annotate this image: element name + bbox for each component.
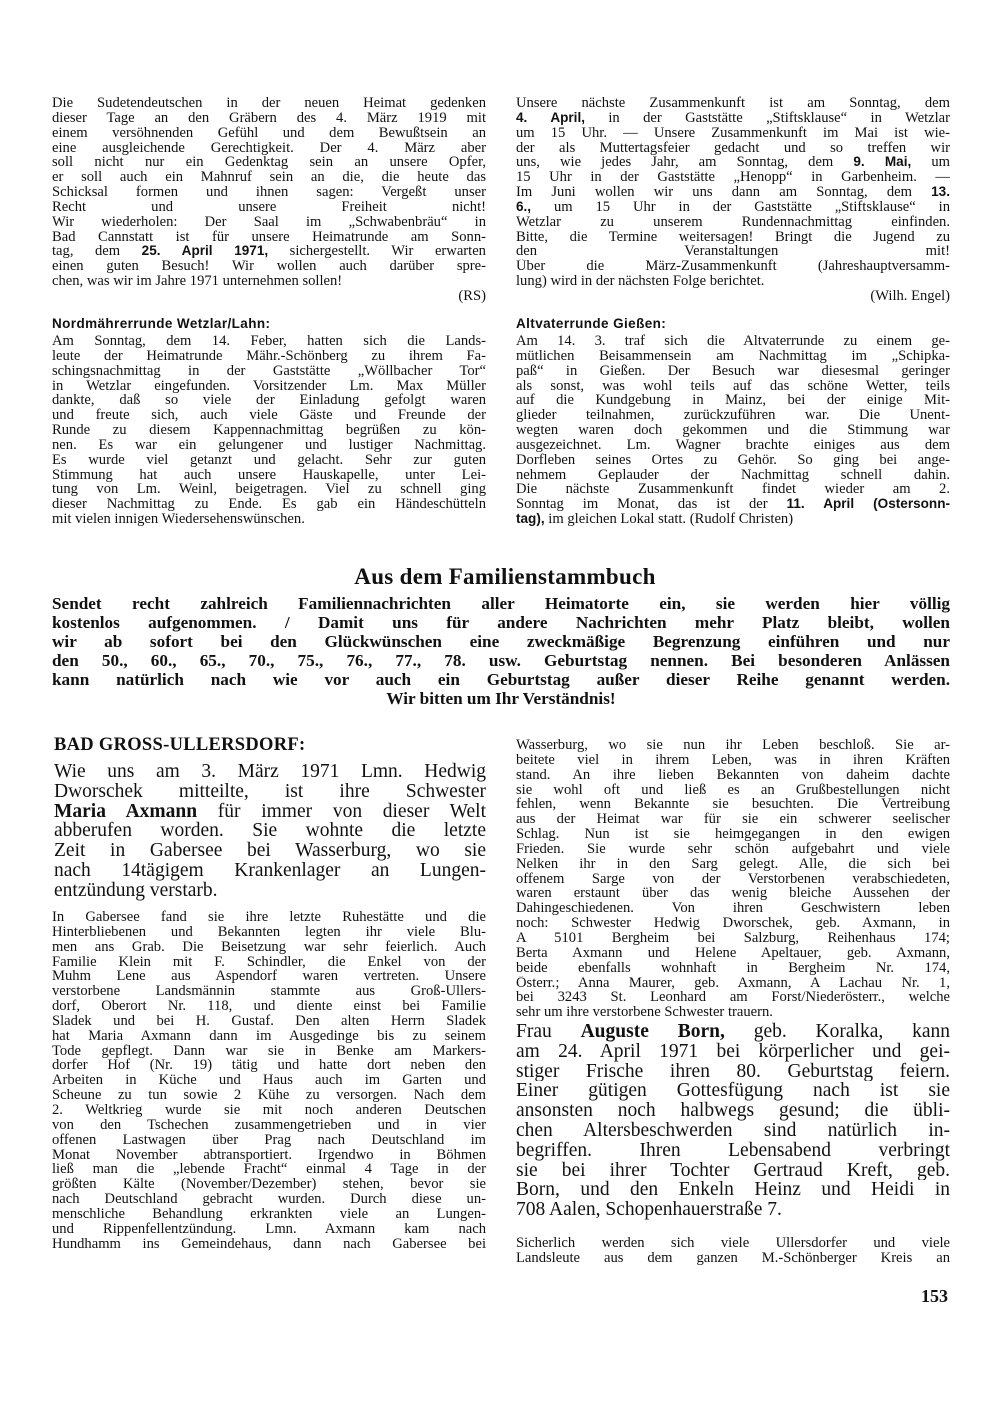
- text-line: mit vielen innigen Wiedersehenswünschen.: [52, 512, 305, 527]
- text-line: Wie uns am 3. März 1971 Lmn. Hedwig: [54, 762, 486, 782]
- text-line: [516, 200, 950, 215]
- text-segment: sichergestellt. Wir erwarten: [268, 244, 486, 260]
- text-line: 2. Weltkrieg wurde sie mit noch anderen Deutschen: [52, 1102, 486, 1118]
- section-intro: [52, 594, 950, 708]
- text-line: Scheune zu tun sowie 2 Kühe zu versorgen. Nach dem: [52, 1088, 486, 1103]
- text-line: dorf, Oberort Nr. 118, und diente einst bei Familie: [52, 999, 486, 1014]
- text-line: Sendet recht zahlreich Familiennachrichten aller Heimatorte ein, sie werden hier völlig: [52, 594, 950, 613]
- text-line: kostenlos aufgenommen. / Damit uns für andere Nachrichten mehr Platz bleibt, wollen: [52, 613, 950, 632]
- text-line: schingsnachmittag in der Gaststätte „Wöllbacher Tor“: [52, 363, 486, 379]
- text-line: Österr.; Anna Maurer, geb. Axmann, A Lachau Nr. 1,: [516, 975, 950, 991]
- text-line: sehr um ihre verstorbene Schwester trauern.: [516, 1005, 773, 1021]
- text-line: kann natürlich nach wie vor auch ein Geburtstag außer dieser Reihe genannt werden.: [52, 670, 950, 689]
- bold-text: 6.,: [516, 199, 532, 214]
- text-line: Frieden. Sie wurde sehr schön aufgebahrt und viele: [516, 841, 950, 857]
- text-line: nehmem Geplauder der Nachmittag schnell dahin.: [516, 467, 950, 483]
- text-line: wir ab sofort bei den Glückwünschen eine zweckmäßige Begrenzung einführen und nur: [52, 632, 950, 651]
- text-segment: für immer von dieser Welt: [197, 801, 486, 822]
- signature-engel: [516, 289, 950, 304]
- text-line: stand. An ihre lieben Bekannten von daheim dachte: [516, 767, 950, 783]
- text-line: hat Maria Axmann dann im Ausgedinge bis zu seinem: [52, 1028, 486, 1044]
- text-line: stiger Frische ihren 80. Geburtstag feiern.: [516, 1061, 950, 1082]
- text-line: Born, und den Enkeln Heinz und Heidi in: [516, 1180, 950, 1201]
- section-title: Aus dem Familienstammbuch: [354, 564, 656, 589]
- text-segment: tag, dem: [52, 244, 142, 260]
- heading-nordmaehrerrunde: Nordmährerrunde Wetzlar/Lahn:: [52, 316, 271, 331]
- text-line: und freute sich, auch viele Gäste und Freunde der: [52, 408, 486, 424]
- text-line: begriffen. Ihren Lebensabend verbringt: [516, 1140, 950, 1161]
- text-line: [516, 1022, 950, 1042]
- text-line: [516, 185, 950, 200]
- text-line: beide ebenfalls wohnhaft in Bergheim Nr. 174,: [516, 960, 950, 976]
- obituary-text: [52, 910, 486, 1251]
- page-number: 153: [921, 1286, 948, 1306]
- text-line: leute der Heimatrunde Mähr.-Schönberg zu ihrem Fa-: [52, 348, 486, 364]
- text-line: offenem Sarge von der Verstorbenen verabschiedeten,: [516, 871, 950, 887]
- text-line: nen. Es war ein gelungener und lustiger Nachmittag.: [52, 437, 486, 453]
- text-line: Muhm Lene aus Aspendorf waren vertreten. Unsere: [52, 969, 486, 985]
- text-line: bei 3243 St. Leonhard am Forst/Niederösterr., welche: [516, 990, 950, 1006]
- text-line: abberufen worden. Sie wohnte die letzte: [54, 821, 486, 842]
- text-line: Wir wiederholen: Der Saal im „Schwabenbräu“ in: [52, 214, 486, 230]
- text-line: men ans Grab. Die Beisetzung war sehr feierlich. Auch: [52, 939, 486, 955]
- text-line: dieser Nachmittag zu Ende. Es gab ein Händeschütteln: [52, 497, 486, 513]
- text-line: Monat November abtransportiert. Irgendwo in Böhmen: [52, 1147, 486, 1163]
- text-line: Schlag. Nun ist sie heimgegangen in den ewigen: [516, 827, 950, 842]
- article-altvaterrunde: [516, 334, 950, 527]
- text-line: Die Sudetendeutschen in der neuen Heimat gedenken: [52, 96, 486, 111]
- text-line: Dahingeschiedenen. Von ihren Geschwistern leben: [516, 901, 950, 917]
- text-line: glieder teilnahmen, zurückzuführen war. Die Unent-: [516, 408, 950, 424]
- heading-altvaterrunde: Altvaterrunde Gießen:: [516, 316, 667, 331]
- text-line: Die nächste Zusammenkunft findet wieder am 2.: [516, 482, 950, 498]
- text-segment: um: [911, 155, 950, 171]
- text-segment: im gleichen Lokal statt. (Rudolf Christen): [544, 512, 794, 527]
- text-line: [52, 244, 486, 259]
- text-line: paß“ in Gießen. Der Besuch war diesesmal geringer: [516, 363, 950, 379]
- signature-rs: [52, 289, 486, 304]
- text-segment: Sonntag im Monat, das ist der: [516, 497, 787, 513]
- signature-text: (Wilh. Engel): [870, 289, 950, 304]
- bold-text: tag),: [516, 512, 545, 527]
- text-segment: Im Juni wollen wir uns dann am Sonntag, dem: [516, 185, 932, 200]
- text-line: verstorbene Landsmännin stammte aus Groß-Ullers-: [52, 984, 486, 1000]
- text-line: tung von Lm. Weinl, beigetragen. Viel zu schnell ging: [52, 482, 486, 498]
- text-line: [516, 512, 950, 527]
- heading-bad-gross-ullersdorf: BAD GROSS-ULLERSDORF:: [54, 735, 306, 755]
- text-line: beitete viel in ihrem Leben, was in ihren Kräften: [516, 752, 950, 768]
- text-segment: um 15 Uhr in der Gaststätte „Stiftsklause“ in: [531, 199, 950, 215]
- text-line: ansonsten noch halbwegs gesund; die übli-: [516, 1101, 950, 1121]
- text-line: noch: Schwester Hedwig Dworschek, geb. Axmann, in: [516, 916, 950, 931]
- article-zusammenkunft: [516, 96, 950, 289]
- text-line: auf die Kundgebung in Mainz, bei der einige Mit-: [516, 393, 950, 409]
- text-line: 15 Uhr in der Gaststätte „Henopp“ in Garbenheim. —: [516, 170, 950, 186]
- text-line: in Wetzlar eingefunden. Vorsitzender Lm. Max Müller: [52, 378, 486, 394]
- signature-text: (RS): [458, 289, 486, 304]
- bold-text: 13.: [931, 185, 950, 200]
- birthday-followup: [516, 1236, 950, 1266]
- text-line: [516, 497, 950, 512]
- text-line: Einer gütigen Gottesfügung nach ist sie: [516, 1081, 950, 1102]
- text-segment: Frau: [516, 1022, 581, 1042]
- text-line: [54, 802, 486, 822]
- text-line: [516, 155, 950, 170]
- text-line: Landsleute aus dem ganzen M.-Schönberger Kreis an: [516, 1250, 950, 1266]
- text-line: Wasserburg, wo sie nun ihr Leben beschloß. Sie ar-: [516, 738, 950, 753]
- text-line: Stimmung hat auch unsere Hauskapelle, unter Lei-: [52, 467, 486, 483]
- text-line: und Rippenfellentzündung. Lmn. Axmann kam nach: [52, 1221, 486, 1237]
- text-line: Sicherlich werden sich viele Ullersdorfer und viele: [516, 1236, 950, 1251]
- text-line: Runde zu diesem Kappennachmittag begrüßen zu kön-: [52, 423, 486, 438]
- text-line: ausgezeichnet. Lm. Wagner brachte einiges aus dem: [516, 437, 950, 453]
- text-line: A 5101 Bergheim bei Salzburg, Reihenhaus 174;: [516, 930, 950, 946]
- text-line: Wir bitten um Ihr Verständnis!: [386, 689, 616, 708]
- text-line: den Veranstaltungen mit!: [516, 244, 950, 260]
- text-line: Recht und unsere Freiheit nicht!: [52, 199, 486, 215]
- bold-text: 4. April,: [516, 110, 585, 125]
- text-line: Hinterbliebenen und Bekannten legten ihr viele Blu-: [52, 924, 486, 940]
- text-line: einen guten Besuch! Wir wollen auch darüber spre-: [52, 259, 486, 275]
- text-line: In Gabersee fand sie ihre letzte Ruhestätte und die: [52, 910, 486, 925]
- text-line: Schicksal formen und ihnen sagen: Vergeßt unser: [52, 185, 486, 200]
- text-line: offenen Lastwagen über Prag nach Deutschland im: [52, 1132, 486, 1148]
- text-line: Familie Klein mit F. Schindler, die Enkel von der: [52, 954, 486, 970]
- text-line: dorfer Hof (Nr. 19) tätig und hatte dort neben den: [52, 1058, 486, 1074]
- text-line: Am 14. 3. traf sich die Altvaterrunde zu einem ge-: [516, 334, 950, 349]
- text-line: Über die März-Zusammenkunft (Jahreshauptversamm-: [516, 259, 950, 275]
- text-line: ließ man die „lebende Fracht“ einmal 4 Tage in der: [52, 1162, 486, 1178]
- bold-text: 9. Mai,: [853, 155, 912, 170]
- text-line: als sonst, was wohl teils auf das schöne Wetter, teils: [516, 378, 950, 394]
- birthday-notice: [516, 1022, 950, 1220]
- text-line: einem versöhnenden Gefühl und dem Bewußtsein an: [52, 125, 486, 141]
- text-line: Dworschek mitteilte, ist ihre Schwester: [54, 781, 486, 802]
- text-line: der als Muttertagsfeier gedacht und so treffen wir: [516, 140, 950, 156]
- text-segment: geb. Koralka, kann: [724, 1022, 950, 1042]
- text-line: dieser Tage an den Gräbern des 4. März 1919 mit: [52, 110, 486, 126]
- text-line: aus der Heimat war für sie ein schwerer seelischer: [516, 812, 950, 828]
- text-line: sie bei ihrer Tochter Gertraud Kreft, geb.: [516, 1160, 950, 1181]
- article-nordmaehrerrunde: [52, 334, 486, 527]
- text-line: Bad Cannstatt ist für unsere Heimatrunde am Sonn-: [52, 229, 486, 245]
- text-line: Es wurde viel getanzt und gelacht. Sehr zur guten: [52, 452, 486, 468]
- text-line: den 50., 60., 65., 70., 75., 76., 77., 78. usw. Geburtstag nennen. Bei besonderen Anlässen: [52, 651, 950, 670]
- text-line: Arbeiten in Küche und Haus auch im Garten und: [52, 1073, 486, 1089]
- text-line: Am Sonntag, dem 14. Feber, hatten sich die Lands-: [52, 334, 486, 349]
- bold-text: Maria Axmann: [54, 801, 198, 822]
- text-line: größten Kälte (November/Dezember) stehen, bevor sie: [52, 1177, 486, 1193]
- text-line: um 15 Uhr. — Unsere Zusammenkunft im Mai ist wie-: [516, 125, 950, 141]
- text-line: Hundhamm ins Gemeindehaus, dann nach Gabersee bei: [52, 1236, 486, 1252]
- text-line: Dorfleben seines Ortes zu Gehör. So ging bei ange-: [516, 452, 950, 468]
- text-line: eine ausgleichende Gerechtigkeit. Der 4. März aber: [52, 140, 486, 156]
- text-line: am 24. April 1971 bei körperlicher und gei-: [516, 1041, 950, 1062]
- text-line: [516, 111, 950, 126]
- text-line: Berta Axmann und Helene Apeltauer, geb. Axmann,: [516, 945, 950, 961]
- text-segment: uns, wie jedes Jahr, am Sonntag, dem: [516, 155, 854, 171]
- text-line: sie wohl oft und ließ es an Grußbestellungen nicht: [516, 782, 950, 798]
- text-line: Bitte, die Termine weitersagen! Bringt die Jugend zu: [516, 229, 950, 245]
- text-line: er soll auch ein Mahnruf sein an die, die heute das: [52, 170, 486, 186]
- text-line: nach Deutschland gebracht wurden. Durch diese un-: [52, 1192, 486, 1207]
- text-line: wegten waren doch gekommen und die Stimmung war: [516, 423, 950, 438]
- text-line: Nelken ihr in den Sarg gelegt. Alle, die sich bei: [516, 856, 950, 872]
- text-line: mütlichen Beisammensein am Nachmittag im „Schipka-: [516, 348, 950, 364]
- text-line: dankte, daß so viele der Einladung gefolgt waren: [52, 393, 486, 409]
- text-line: 708 Aalen, Schopenhauerstraße 7.: [516, 1200, 782, 1220]
- bold-text: 11. April (Ostersonn-: [786, 497, 950, 512]
- article-heimatrunde-stuttgart: [52, 96, 486, 289]
- text-line: entzündung verstarb.: [54, 880, 218, 901]
- text-line: chen, was wir im Jahre 1971 unternehmen sollen!: [52, 274, 343, 289]
- text-line: fehlen, wenn Bekannte sie besuchten. Die Vertreibung: [516, 797, 950, 813]
- bold-text: 25. April 1971,: [141, 244, 269, 259]
- text-line: lung) wird in der nächsten Folge berichtet.: [516, 274, 765, 289]
- text-line: Wetzlar zu unserem Rundennachmittag einfinden.: [516, 214, 950, 230]
- text-line: chen Altersbeschwerden sind natürlich in-: [516, 1120, 950, 1141]
- text-line: menschliche Behandlung erkrankten viele an Lungen-: [52, 1206, 486, 1222]
- text-line: Tode gepflegt. Dann war sie in Benke am Markers-: [52, 1043, 486, 1059]
- text-line: Sladek und bei H. Gustaf. Den alten Herrn Sladek: [52, 1013, 486, 1029]
- text-line: Unsere nächste Zusammenkunft ist am Sonntag, dem: [516, 96, 950, 111]
- obituary-text-continued: [516, 738, 950, 1020]
- text-segment: in der Gaststätte „Stiftsklause“ in Wetzlar: [584, 110, 950, 126]
- obituary-intro: [54, 762, 486, 901]
- text-line: Zeit in Gabersee bei Wasserburg, wo sie: [54, 841, 486, 861]
- bold-text: Auguste Born,: [580, 1022, 725, 1042]
- text-line: nach 14tägigem Krankenlager an Lungen-: [54, 860, 486, 881]
- text-line: waren erstaunt über das wenig bleiche Aussehen der: [516, 886, 950, 902]
- text-line: soll nicht nur ein Gedenktag sein an unsere Opfer,: [52, 155, 486, 171]
- text-line: von den Tschechen zusammengetrieben und in vier: [52, 1117, 486, 1133]
